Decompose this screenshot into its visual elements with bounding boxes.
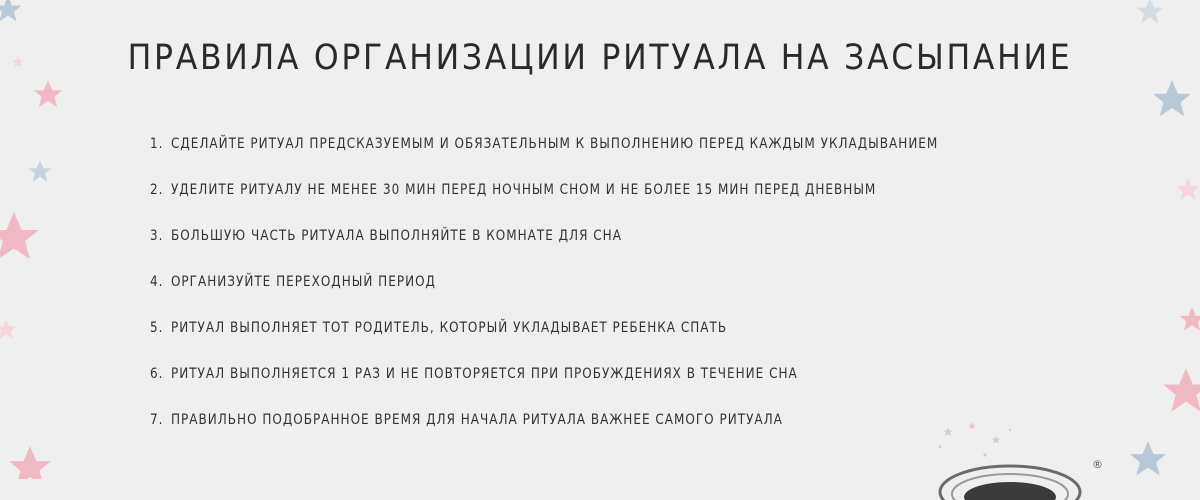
list-item [150,316,938,362]
star-icon [12,56,23,67]
star-icon [1130,441,1166,475]
rule-text: БОЛЬШУЮ ЧАСТЬ РИТУАЛА ВЫПОЛНЯЙТЕ В КОМНАТЕ ДЛЯ СНА [170,228,622,244]
star-icon [0,319,16,339]
page-title: ПРАВИЛА ОРГАНИЗАЦИИ РИТУАЛА НА ЗАСЫПАНИЕ [127,38,1073,78]
star-icon [1177,178,1200,200]
rule-text: РИТУАЛ ВЫПОЛНЯЕТСЯ 1 РАЗ И НЕ ПОВТОРЯЕТСЯ ПРИ ПРОБУЖДЕНИЯХ В ТЕЧЕНИЕ СНА [170,366,798,382]
rules-list [150,132,1100,454]
rule-number: 4. [150,274,164,290]
star-icon [1180,307,1200,331]
star-icon [29,160,52,182]
rule-text: РИТУАЛ ВЫПОЛНЯЕТ ТОТ РОДИТЕЛЬ, КОТОРЫЙ УКЛАДЫВАЕТ РЕБЕНКА СПАТЬ [170,320,728,336]
registered-mark: ® [1092,458,1103,471]
star-icon [0,0,21,21]
rule-number: 7. [150,412,164,428]
rule-text: СДЕЛАЙТЕ РИТУАЛ ПРЕДСКАЗУЕМЫМ И ОБЯЗАТЕЛЬНЫМ К ВЫПОЛНЕНИЮ ПЕРЕД КАЖДЫМ УКЛАДЫВАНИЕМ [170,136,939,152]
star-icon [0,212,39,259]
star-icon [9,446,51,479]
rule-text: УДЕЛИТЕ РИТУАЛУ НЕ МЕНЕЕ 30 МИН ПЕРЕД НОЧНЫМ СНОМ И НЕ БОЛЕЕ 15 МИН ПЕРЕД ДНЕВНЫМ [170,182,877,198]
logo-mark [920,430,1090,500]
rule-number: 6. [150,366,164,382]
rule-number: 3. [150,228,164,244]
rule-number: 2. [150,182,164,198]
rule-text: ОРГАНИЗУЙТЕ ПЕРЕХОДНЫЙ ПЕРИОД [170,274,436,290]
star-icon [1163,368,1200,411]
list-item [150,362,938,408]
list-item [150,132,938,178]
list-item [150,178,938,224]
star-icon [34,80,63,107]
list-item [150,408,938,454]
list-item [150,270,938,316]
rule-text: ПРАВИЛЬНО ПОДОБРАННОЕ ВРЕМЯ ДЛЯ НАЧАЛА РИТУАЛА ВАЖНЕЕ САМОГО РИТУАЛА [170,412,783,428]
rule-number: 5. [150,320,164,336]
rule-number: 1. [150,136,164,152]
star-icon [1153,80,1191,116]
star-icon [1137,0,1164,23]
list-item [150,224,938,270]
